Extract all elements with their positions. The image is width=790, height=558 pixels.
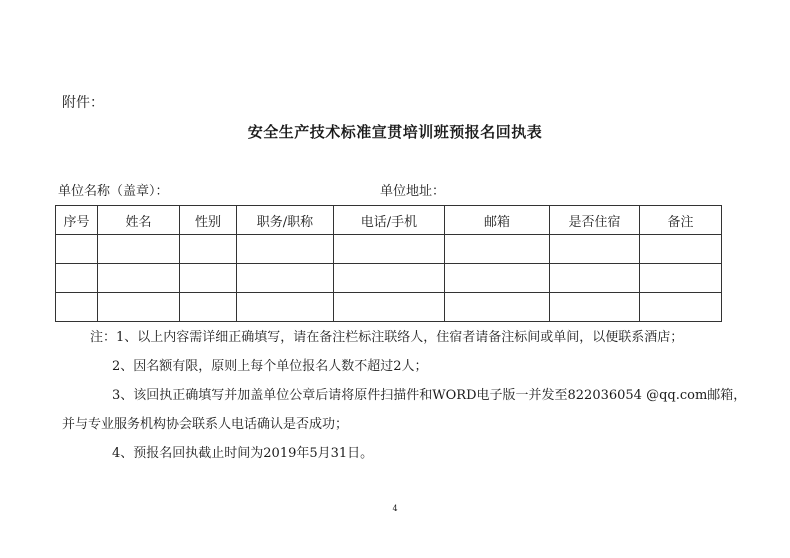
column-header-phone: 电话/手机 [334, 206, 445, 235]
table-cell [180, 293, 237, 322]
table-cell [334, 264, 445, 293]
table-cell [56, 235, 98, 264]
table-cell [56, 293, 98, 322]
note-3-continued: 并与专业服务机构协会联系人电话确认是否成功； [62, 417, 349, 432]
page-number: 4 [392, 504, 398, 513]
table-cell [334, 235, 445, 264]
table-cell [445, 235, 550, 264]
table-cell [640, 293, 722, 322]
table-header-row [56, 206, 722, 235]
page-title: 安全生产技术标准宣贯培训班预报名回执表 [247, 123, 543, 141]
table-row [56, 264, 722, 293]
table-cell [550, 264, 640, 293]
table-cell [640, 264, 722, 293]
table-cell [98, 235, 180, 264]
table-cell [445, 264, 550, 293]
column-header-lodging: 是否住宿 [550, 206, 640, 235]
table-cell [334, 293, 445, 322]
attachment-label: 附件： [62, 95, 104, 111]
table-row [56, 293, 722, 322]
table-row [56, 235, 722, 264]
registration-table [55, 205, 722, 322]
column-header-gender: 性别 [180, 206, 237, 235]
column-header-title: 职务/职称 [237, 206, 334, 235]
note-1: 注：1、以上内容需详细正确填写，请在备注栏标注联络人，住宿者请备注标间或单间，以便联系酒店； [90, 330, 684, 345]
column-header-name: 姓名 [98, 206, 180, 235]
table-cell [98, 264, 180, 293]
table-cell [180, 264, 237, 293]
table-cell [550, 293, 640, 322]
table-cell [237, 235, 334, 264]
note-4: 4、预报名回执截止时间为2019年5月31日。 [112, 446, 374, 461]
note-3: 3、该回执正确填写并加盖单位公章后请将原件扫描件和WORD电子版一并发至822036054 @qq.com邮箱， [112, 388, 747, 403]
table-cell [445, 293, 550, 322]
unit-name-label: 单位名称（盖章）： [58, 184, 169, 199]
column-header-remarks: 备注 [640, 206, 722, 235]
table-cell [640, 235, 722, 264]
note-2: 2、因名额有限，原则上每个单位报名人数不超过2人； [112, 359, 428, 374]
table-cell [98, 293, 180, 322]
table-cell [180, 235, 237, 264]
table-cell [550, 235, 640, 264]
table-cell [237, 264, 334, 293]
column-header-email: 邮箱 [445, 206, 550, 235]
unit-address-label: 单位地址： [380, 184, 446, 199]
table-cell [56, 264, 98, 293]
column-header-seq: 序号 [56, 206, 98, 235]
table-cell [237, 293, 334, 322]
